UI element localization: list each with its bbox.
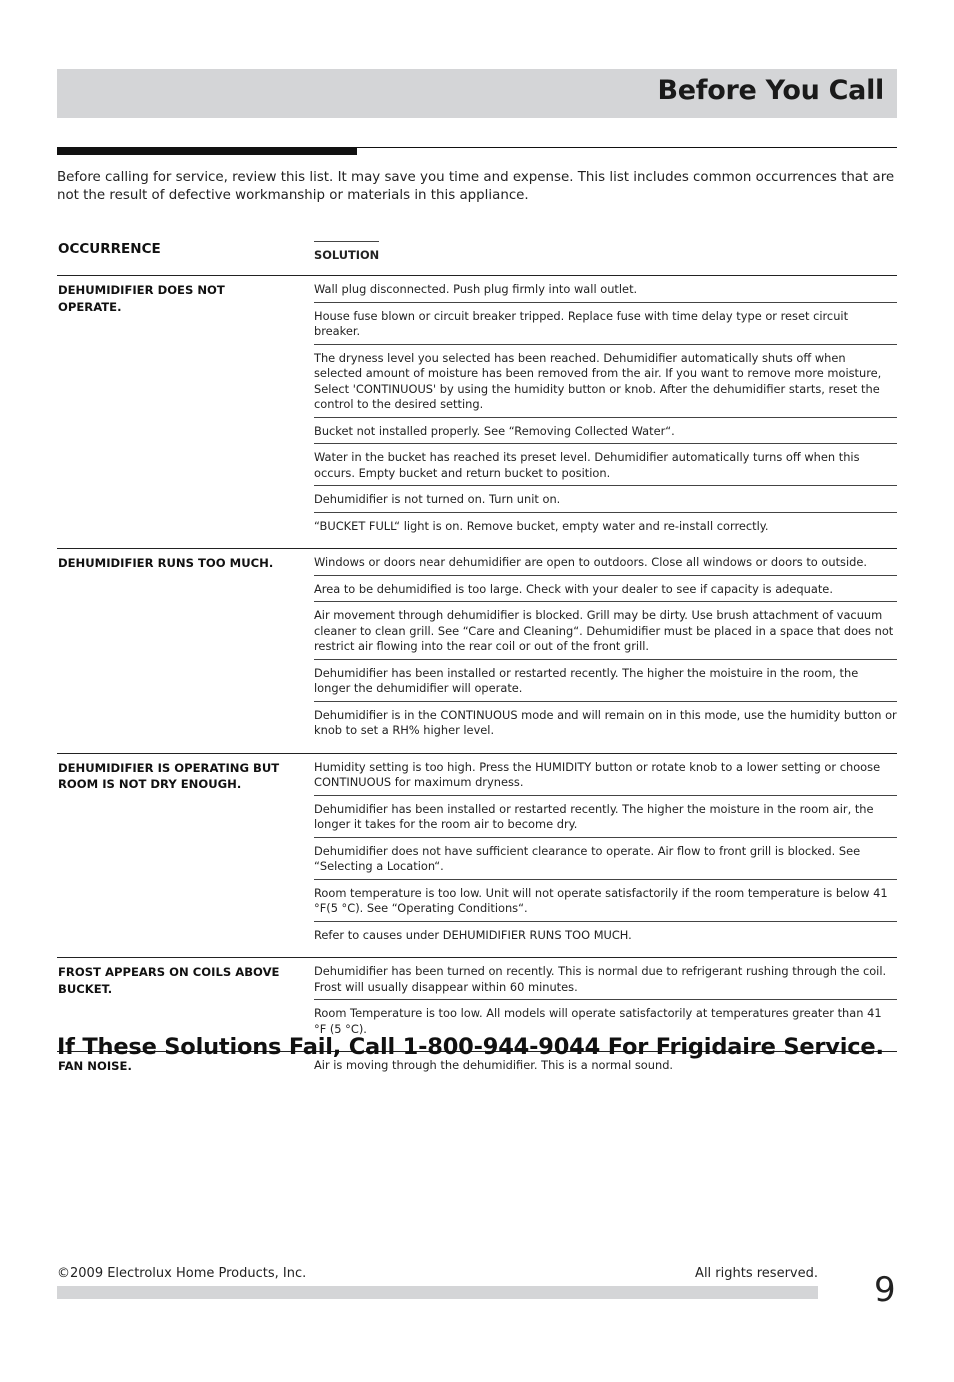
footer-bar [57,1286,818,1299]
solution-item: Dehumidifier is in the CONTINUOUS mode and will remain on in this mode, use the humidity button or knob to set a RH% higher level. [314,701,897,743]
occurrence-group [57,275,897,538]
group-spacer [57,538,897,548]
solution-list [314,754,897,948]
solution-item: Air movement through dehumidifier is blocked. Grill may be dirty. Use brush attachment of vacuum cleaner to clean grill. See “Care and Cleaning“. Dehumidifier must be placed in a space that does not restrict air flowing into the rear coil or out of the front grill. [314,601,897,659]
page-number: 9 [874,1270,896,1310]
solution-item: Dehumidifier has been installed or restarted recently. The higher the moisture in the room air, the longer it takes for the room air to become dry. [314,795,897,837]
solution-list [314,276,897,538]
section-rule-thick [57,147,357,155]
solution-item: Dehumidifier is not turned on. Turn unit on. [314,485,897,512]
solution-item: Air is moving through the dehumidifier. This is a normal sound. [314,1058,674,1072]
solution-item: Dehumidifier has been installed or restarted recently. The higher the moistuire in the room, the longer the dehumidifier will operate. [314,659,897,701]
solution-item: Room Temperature is too low. All models will operate satisfactorily at temperatures greater than 41 °F (5 °C). [314,999,897,1041]
rights-text: All rights reserved. [695,1266,818,1281]
header-bar [57,69,897,118]
solution-item: Area to be dehumidified is too large. Check with your dealer to see if capacity is adequate. [314,575,897,602]
occurrence-label: FAN NOISE. [58,1059,132,1073]
copyright-text: ©2009 Electrolux Home Products, Inc. [57,1266,307,1281]
group-spacer [57,743,897,753]
group-spacer [57,947,897,957]
column-header-solution: SOLUTION [314,241,379,268]
column-header-occurrence: OCCURRENCE [58,241,161,257]
solution-item: Dehumidifier has been turned on recently. This is normal due to refrigerant rushing through the coil. Frost will usually disappear within 60 minutes. [314,964,887,994]
solution-list [314,549,897,743]
solution-item: Dehumidifier does not have sufficient clearance to operate. Air flow to front grill is blocked. See “Selecting a Location“. [314,837,897,879]
occurrence-label: DEHUMIDIFIER IS OPERATING BUT ROOM IS NOT DRY ENOUGH. [58,760,280,791]
solution-list [314,958,897,1041]
solution-item: Wall plug disconnected. Push plug firmly into wall outlet. [314,282,638,296]
solution-item: “BUCKET FULL“ light is on. Remove bucket, empty water and re-install correctly. [314,512,897,539]
occurrence-label: DEHUMIDIFIER RUNS TOO MUCH. [58,556,274,570]
solution-item: The dryness level you selected has been reached. Dehumidifier automatically shuts off when selected amount of moisture has been removed from the air. If you want to remove more moisture, Select 'CONTINUOUS' by using the humidity button or knob. After the dehumidifier starts, reset the control to the desired setting. [314,344,897,417]
service-call-notice: If These Solutions Fail, Call 1-800-944-9044 For Frigidaire Service. [57,1034,884,1060]
troubleshooting-table [57,275,897,1078]
occurrence-label: DEHUMIDIFIER DOES NOT OPERATE. [58,283,225,314]
solution-item: Water in the bucket has reached its preset level. Dehumidifier automatically turns off when this occurs. Empty bucket and return bucket to position. [314,443,897,485]
solution-item: Room temperature is too low. Unit will not operate satisfactorily if the room temperature is below 41 °F(5 °C). See “Operating Conditions“. [314,879,897,921]
solution-item: Bucket not installed properly. See “Removing Collected Water“. [314,417,897,444]
page-title: Before You Call [657,75,884,106]
solution-item: Windows or doors near dehumidifier are open to outdoors. Close all windows or doors to outside. [314,555,868,569]
occurrence-label: FROST APPEARS ON COILS ABOVE BUCKET. [58,965,280,996]
occurrence-group [57,548,897,743]
solution-item: House fuse blown or circuit breaker tripped. Replace fuse with time delay type or reset circuit breaker. [314,302,897,344]
occurrence-group [57,957,897,1041]
occurrence-group [57,753,897,948]
section-rule-thin [357,147,897,148]
solution-item: Refer to causes under DEHUMIDIFIER RUNS TOO MUCH. [314,921,897,948]
solution-item: Humidity setting is too high. Press the HUMIDITY button or rotate knob to a lower setting or choose CONTINUOUS for maximum dryness. [314,759,881,789]
intro-paragraph: Before calling for service, review this list. It may save you time and expense. This list includes common occurrences that are not the result of defective workmanship or materials in this appliance. [57,170,895,203]
